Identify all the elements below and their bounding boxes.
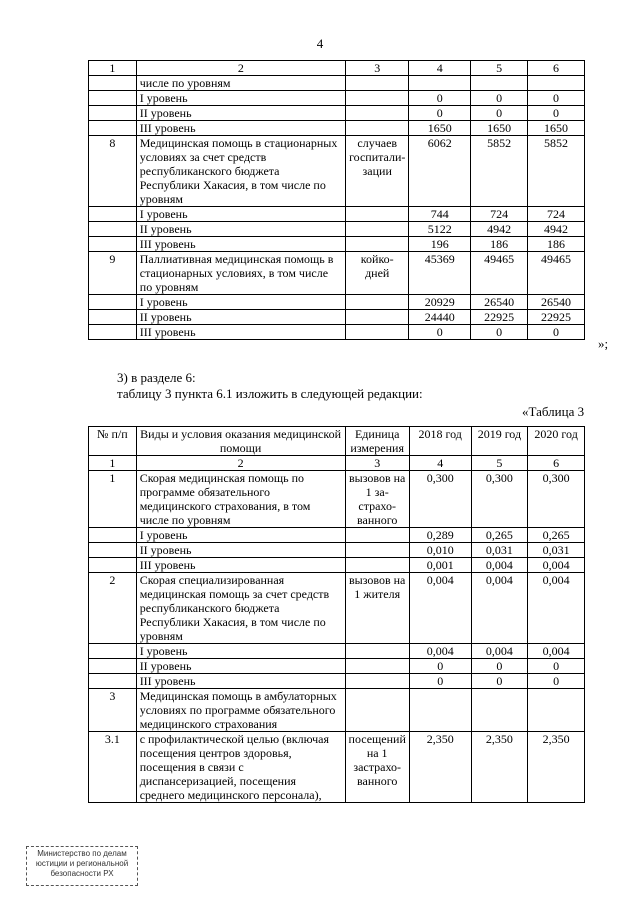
table-row bbox=[89, 310, 585, 325]
table-row bbox=[89, 295, 585, 310]
header-name: Виды и условия оказания медицинской помощи bbox=[136, 427, 345, 456]
header-cell: 6 bbox=[528, 61, 585, 76]
row-number: 2 bbox=[89, 573, 137, 644]
row-number: 8 bbox=[89, 136, 137, 207]
table-row bbox=[89, 325, 585, 340]
table-row bbox=[89, 121, 585, 136]
row-name: II уровень bbox=[136, 543, 345, 558]
row-name: I уровень bbox=[136, 528, 345, 543]
row-value: 0,004 bbox=[528, 644, 585, 659]
row-value: 0 bbox=[409, 91, 471, 106]
table-3 bbox=[88, 426, 585, 803]
row-unit bbox=[346, 91, 409, 106]
row-unit bbox=[345, 558, 409, 573]
row-number bbox=[89, 76, 137, 91]
registration-stamp: Министерство по делам юстиции и региональной безопасности РХ bbox=[26, 846, 138, 886]
row-number bbox=[89, 558, 137, 573]
row-name: числе по уровням bbox=[136, 76, 345, 91]
row-number bbox=[89, 528, 137, 543]
row-number: 3 bbox=[89, 689, 137, 732]
table-row bbox=[89, 558, 585, 573]
amendment-paragraph: таблицу 3 пункта 6.1 изложить в следующей редакции: bbox=[117, 386, 423, 401]
row-value bbox=[409, 76, 471, 91]
table-row bbox=[89, 644, 585, 659]
row-number bbox=[89, 222, 137, 237]
header-cell: 1 bbox=[89, 61, 137, 76]
row-unit: койко-дней bbox=[346, 252, 409, 295]
table-row bbox=[89, 732, 585, 803]
table-row bbox=[89, 573, 585, 644]
row-value: 724 bbox=[528, 207, 585, 222]
table-row bbox=[89, 237, 585, 252]
row-name: Скорая медицинская помощь по программе обязательного медицинского страхования, в том числе по уровням bbox=[136, 471, 345, 528]
header-cell: 4 bbox=[409, 61, 471, 76]
row-number: 3.1 bbox=[89, 732, 137, 803]
table-row bbox=[89, 76, 585, 91]
header-unit: Единица измерения bbox=[345, 427, 409, 456]
row-unit bbox=[346, 237, 409, 252]
row-value: 2,350 bbox=[471, 732, 528, 803]
table-body bbox=[89, 76, 585, 340]
row-value: 0,265 bbox=[471, 528, 528, 543]
table-row bbox=[89, 659, 585, 674]
row-name: II уровень bbox=[136, 659, 345, 674]
row-value: 20929 bbox=[409, 295, 471, 310]
table-caption: «Таблица 3 bbox=[522, 404, 585, 419]
row-name: III уровень bbox=[136, 121, 345, 136]
row-value: 0,004 bbox=[471, 573, 528, 644]
row-number bbox=[89, 295, 137, 310]
row-value: 4942 bbox=[471, 222, 528, 237]
row-value: 0,004 bbox=[528, 573, 585, 644]
row-unit bbox=[345, 543, 409, 558]
row-value: 6062 bbox=[409, 136, 471, 207]
row-value: 0,031 bbox=[471, 543, 528, 558]
page-number: 4 bbox=[316, 36, 324, 51]
row-number bbox=[89, 207, 137, 222]
closing-quote: »; bbox=[598, 336, 609, 351]
row-value: 0 bbox=[471, 659, 528, 674]
row-name: Медицинская помощь в амбулаторных условиях по программе обязательного медицинского страхования bbox=[136, 689, 345, 732]
row-value: 4942 bbox=[528, 222, 585, 237]
row-value: 2,350 bbox=[409, 732, 471, 803]
row-value: 0,001 bbox=[409, 558, 471, 573]
row-name: III уровень bbox=[136, 558, 345, 573]
row-value: 0,265 bbox=[528, 528, 585, 543]
column-number: 3 bbox=[345, 456, 409, 471]
header-year: 2020 год bbox=[528, 427, 585, 456]
row-value: 0 bbox=[471, 674, 528, 689]
row-name: II уровень bbox=[136, 310, 345, 325]
row-number bbox=[89, 543, 137, 558]
table-row bbox=[89, 689, 585, 732]
row-name: с профилактической целью (включая посещения центров здоровья, посещения в связи с диспансеризацией, посещения среднего медицинского персонала), bbox=[136, 732, 345, 803]
row-unit bbox=[345, 644, 409, 659]
table-row bbox=[89, 106, 585, 121]
table-row bbox=[89, 674, 585, 689]
header-year: 2019 год bbox=[471, 427, 528, 456]
row-value bbox=[409, 689, 471, 732]
row-value: 0 bbox=[528, 674, 585, 689]
row-number bbox=[89, 325, 137, 340]
row-name: II уровень bbox=[136, 222, 345, 237]
row-value: 0,004 bbox=[471, 644, 528, 659]
header-cell: 3 bbox=[346, 61, 409, 76]
row-value: 24440 bbox=[409, 310, 471, 325]
row-value: 744 bbox=[409, 207, 471, 222]
row-unit bbox=[345, 689, 409, 732]
row-unit: посещений на 1 застрахо-ванного bbox=[345, 732, 409, 803]
row-value: 0,004 bbox=[528, 558, 585, 573]
row-value: 0 bbox=[528, 91, 585, 106]
row-value: 0 bbox=[409, 659, 471, 674]
row-unit bbox=[346, 121, 409, 136]
row-value bbox=[471, 689, 528, 732]
row-name: I уровень bbox=[136, 644, 345, 659]
row-value: 49465 bbox=[528, 252, 585, 295]
table-continued bbox=[88, 60, 585, 340]
row-unit: случаев госпитали-зации bbox=[346, 136, 409, 207]
row-value: 196 bbox=[409, 237, 471, 252]
table-row bbox=[89, 136, 585, 207]
row-number bbox=[89, 237, 137, 252]
row-value: 49465 bbox=[471, 252, 528, 295]
row-value: 0 bbox=[409, 674, 471, 689]
row-value: 0,300 bbox=[471, 471, 528, 528]
row-value: 5852 bbox=[471, 136, 528, 207]
row-value: 0 bbox=[528, 325, 585, 340]
column-number: 5 bbox=[471, 456, 528, 471]
row-name: Скорая специализированная медицинская помощь за счет средств республиканского бюджета Республики Хакасия, в том числе по уровням bbox=[136, 573, 345, 644]
header-cell: 5 bbox=[471, 61, 528, 76]
row-value: 0 bbox=[409, 106, 471, 121]
header-number: № п/п bbox=[89, 427, 137, 456]
table-row bbox=[89, 222, 585, 237]
table-row bbox=[89, 471, 585, 528]
row-value: 0 bbox=[471, 325, 528, 340]
row-value: 1650 bbox=[409, 121, 471, 136]
row-value bbox=[528, 76, 585, 91]
row-value: 5122 bbox=[409, 222, 471, 237]
row-value: 45369 bbox=[409, 252, 471, 295]
table-row bbox=[89, 91, 585, 106]
row-unit bbox=[346, 310, 409, 325]
row-value bbox=[528, 689, 585, 732]
row-value: 22925 bbox=[528, 310, 585, 325]
row-name: III уровень bbox=[136, 237, 345, 252]
row-value: 1650 bbox=[528, 121, 585, 136]
row-name: II уровень bbox=[136, 106, 345, 121]
row-number bbox=[89, 659, 137, 674]
row-value: 0,289 bbox=[409, 528, 471, 543]
row-name: I уровень bbox=[136, 91, 345, 106]
row-number bbox=[89, 674, 137, 689]
table-row bbox=[89, 252, 585, 295]
table-header-row bbox=[89, 427, 585, 456]
header-year: 2018 год bbox=[409, 427, 471, 456]
row-value: 0,004 bbox=[409, 573, 471, 644]
row-value bbox=[471, 76, 528, 91]
row-unit bbox=[346, 106, 409, 121]
row-value: 186 bbox=[471, 237, 528, 252]
amendment-paragraph: 3) в разделе 6: bbox=[117, 370, 196, 385]
column-number: 6 bbox=[528, 456, 585, 471]
row-name: Медицинская помощь в стационарных условиях за счет средств республиканского бюджета Республики Хакасия, в том числе по уровням bbox=[136, 136, 345, 207]
column-number: 4 bbox=[409, 456, 471, 471]
row-value: 0 bbox=[528, 659, 585, 674]
row-value: 0,010 bbox=[409, 543, 471, 558]
row-value: 0,300 bbox=[528, 471, 585, 528]
row-value: 2,350 bbox=[528, 732, 585, 803]
row-value: 26540 bbox=[471, 295, 528, 310]
row-name: III уровень bbox=[136, 325, 345, 340]
row-value: 0,004 bbox=[471, 558, 528, 573]
row-value: 0 bbox=[409, 325, 471, 340]
row-value: 1650 bbox=[471, 121, 528, 136]
row-value: 0 bbox=[471, 91, 528, 106]
column-number: 1 bbox=[89, 456, 137, 471]
header-cell: 2 bbox=[136, 61, 345, 76]
row-number bbox=[89, 91, 137, 106]
row-value: 0,031 bbox=[528, 543, 585, 558]
row-unit: вызовов на 1 жителя bbox=[345, 573, 409, 644]
row-value: 0 bbox=[471, 106, 528, 121]
table-row bbox=[89, 543, 585, 558]
row-value: 0,300 bbox=[409, 471, 471, 528]
row-name: I уровень bbox=[136, 207, 345, 222]
row-name: I уровень bbox=[136, 295, 345, 310]
column-number: 2 bbox=[136, 456, 345, 471]
table-row bbox=[89, 207, 585, 222]
row-value: 22925 bbox=[471, 310, 528, 325]
table-row bbox=[89, 528, 585, 543]
row-number bbox=[89, 121, 137, 136]
row-unit bbox=[345, 674, 409, 689]
row-unit bbox=[345, 659, 409, 674]
row-unit bbox=[345, 528, 409, 543]
row-value: 0 bbox=[528, 106, 585, 121]
row-number: 9 bbox=[89, 252, 137, 295]
row-name: Паллиативная медицинская помощь в стационарных условиях, в том числе по уровням bbox=[136, 252, 345, 295]
table-number-row bbox=[89, 456, 585, 471]
row-unit bbox=[346, 207, 409, 222]
row-value: 5852 bbox=[528, 136, 585, 207]
row-unit bbox=[346, 325, 409, 340]
row-number bbox=[89, 106, 137, 121]
row-unit bbox=[346, 222, 409, 237]
row-number bbox=[89, 644, 137, 659]
row-value: 26540 bbox=[528, 295, 585, 310]
row-unit bbox=[346, 295, 409, 310]
row-unit: вызовов на 1 за-страхо-ванного bbox=[345, 471, 409, 528]
table-header-row bbox=[89, 61, 585, 76]
table-body bbox=[89, 471, 585, 803]
row-value: 186 bbox=[528, 237, 585, 252]
row-name: III уровень bbox=[136, 674, 345, 689]
row-unit bbox=[346, 76, 409, 91]
row-value: 0,004 bbox=[409, 644, 471, 659]
row-value: 724 bbox=[471, 207, 528, 222]
row-number: 1 bbox=[89, 471, 137, 528]
row-number bbox=[89, 310, 137, 325]
